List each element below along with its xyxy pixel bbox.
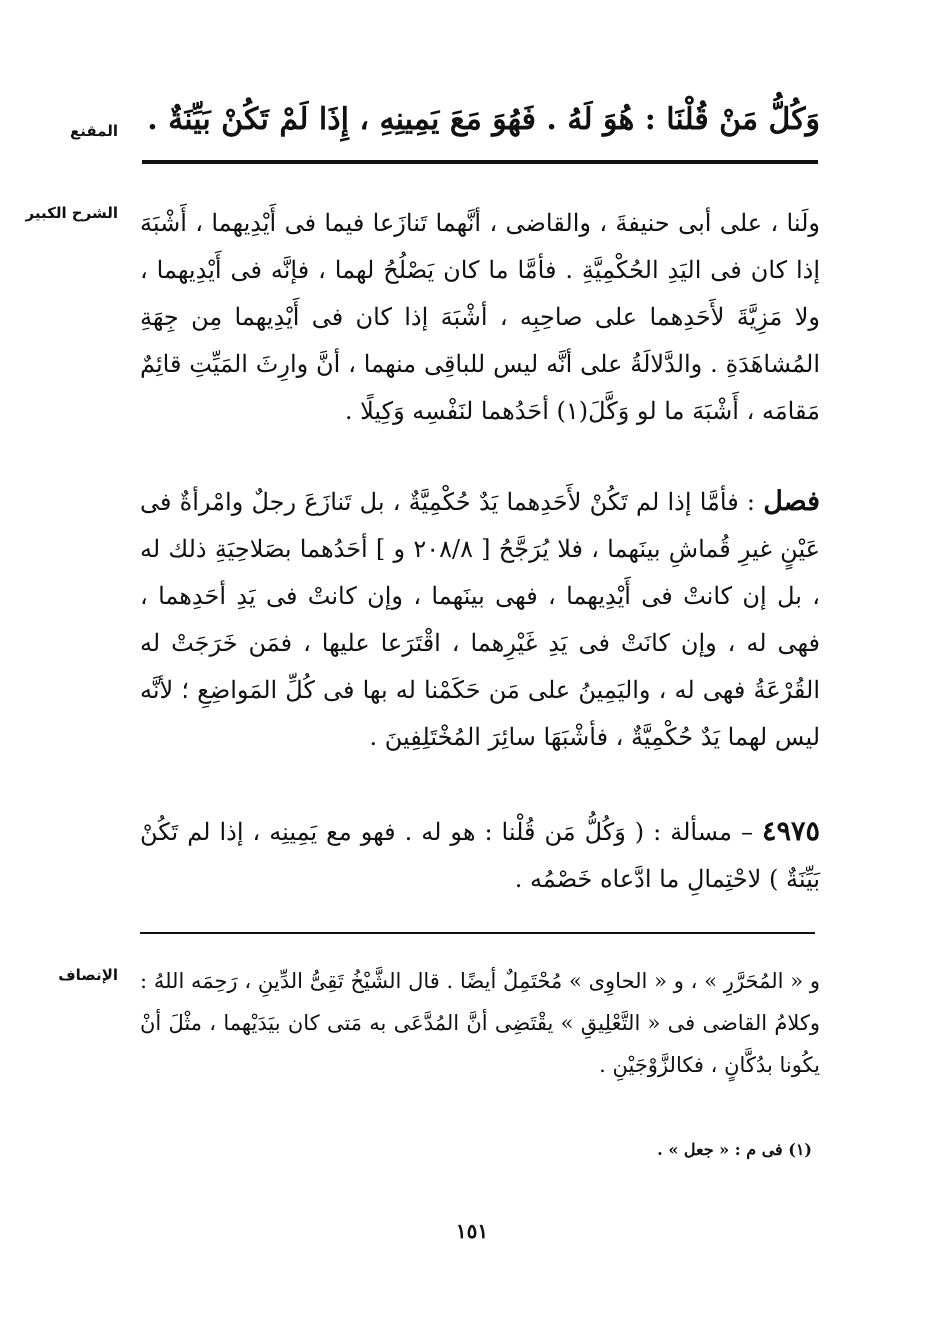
muqni-statement: وَكُلُّ مَنْ قُلْنَا : هُوَ لَهُ . فَهُوَ مَعَ يَمِينِهِ ، إِذَا لَمْ تَكُنْ بَيِّنَةٌ . [147,102,820,137]
page-number: ١٥١ [455,1219,489,1243]
issue-number: ٤٩٧٥ [761,816,820,847]
issue-body: – مسألة : ( وَكُلُّ مَن قُلْنا : هو له . فهو مع يَمِينِه ، إذا لم تَكُنْ بَيِّنَةٌ ) لاحْتِمالِ ما ادَّعاه خَصْمُه . [140,818,820,893]
sharh-paragraph-fasl [140,478,820,761]
footnote: (١) فى م : « جعل » . [657,1140,812,1159]
fasl-body: : فأمَّا إذا لم تَكُنْ لأَحَدِهما يَدٌ حُكْمِيَّةٌ ، بل تَنازَعَ رجلٌ وامْرأةٌ فى عَيْنٍ غيرِ قُماشِ بينَهما ، فلا يُرَجَّحُ [ ٢٠٨/٨ و ] أحَدُهما بصَلاحِيَةِ ذلك له ، بل إن كانتْ فى أَيْدِيهما ، فهى بينَهما ، وإن كانتْ فى يَدِ أحَدِهما ، فهى له ، وإن كانَتْ فى يَدِ غَيْرِهما ، اقْتَرَعا عليها ، فمَن خَرَجَتْ له القُرْعَةُ فهى له ، واليَمِينُ على مَن حَكَمْنا له بها فى كُلِّ المَواضِعِ ؛ لأنَّه ليس لهما يَدٌ حُكْمِيَّةٌ ، فأشْبَهَا سائِرَ المُخْتَلِفِينَ . [140,488,821,751]
sharh-paragraph-issue [140,808,820,903]
margin-label-sharh: الشرح الكبير [25,204,118,222]
fasl-heading: فصل [763,486,820,517]
sharh-paragraph-1: ولَنا ، على أبى حنيفةَ ، والقاضى ، أنَّهما تَنازَعا فيما فى أَيْدِيهما ، أَشْبَهَ إذا كان فى اليَدِ الحُكْمِيَّةِ . فأمَّا ما كان يَصْلُحُ لهما ، فإنَّه فى أَيْدِيهما ، ولا مَزِيَّةَ لأَحَدِهما على صاحِبِه ، أشْبَهَ إذا كان فى أَيْدِيهما مِن جِهَةِ المُشاهَدَةِ . والدَّلالَةُ على أنَّه ليس للباقِى منهما ، أنَّ وارِثَ المَيِّتِ قائِمٌ مَقامَه ، أَشْبَهَ ما لو وَكَّلَ(١) أحَدُهما لنَفْسِه وَكِيلًا . [140,209,821,425]
margin-label-muqni: المقنع [70,122,118,140]
header-divider [142,160,818,164]
insaf-paragraph: و « المُحَرَّرِ » ، و « الحاوِى » مُحْتَمِلٌ أيضًا . قال الشَّيْخُ تَقِىُّ الدِّينِ ، رَحِمَه اللهُ : وكلامُ القاضى فى « التَّعْلِيقِ » يقْتَضِى أنَّ المُدَّعَى به مَتى كان بيَدَيْهما ، مثْلَ أنْ يكُونا بدُكَّانٍ ، فكالزَّوْجَيْنِ . [140,969,820,1077]
margin-label-insaf: الإنصاف [58,966,118,984]
insaf-divider [140,932,815,934]
